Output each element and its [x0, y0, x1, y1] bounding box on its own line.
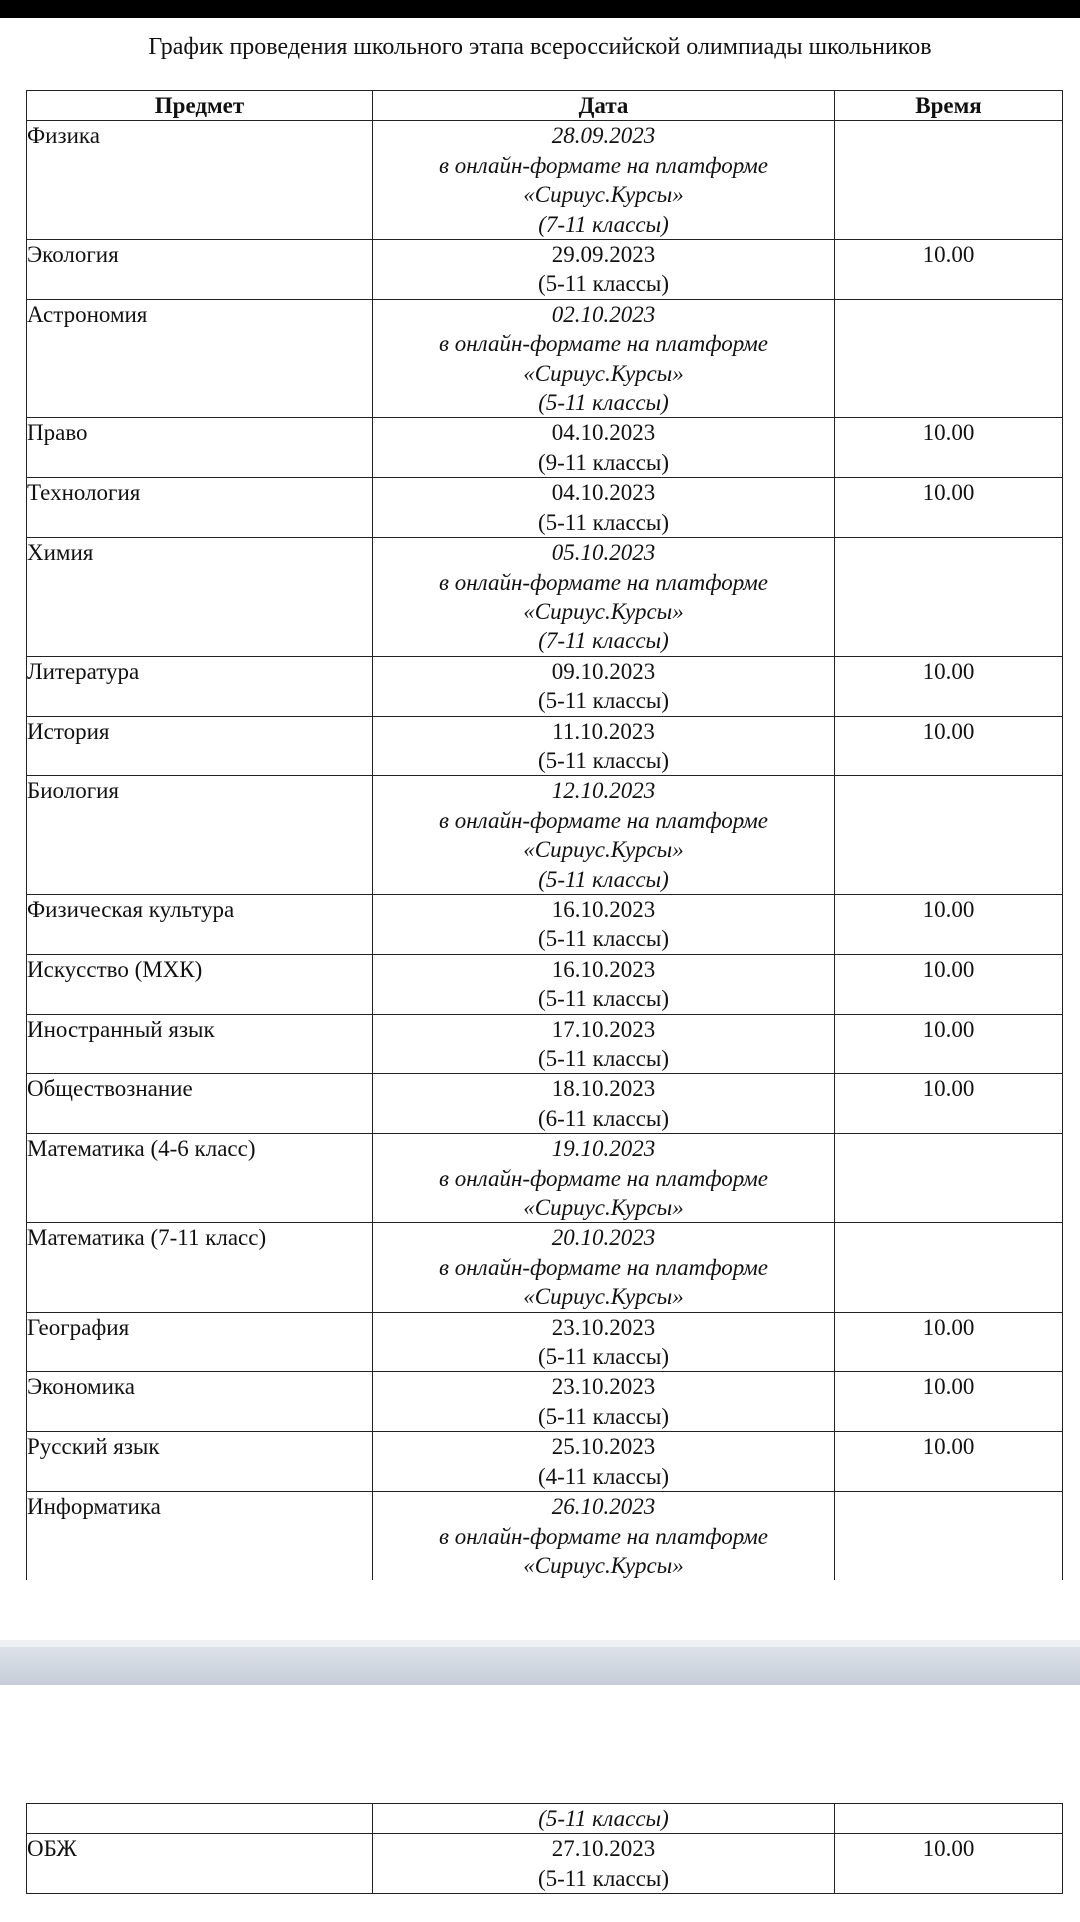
platform-name: «Сириус.Курсы» — [523, 598, 684, 624]
time-cell: 10.00 — [835, 1432, 1063, 1492]
table-row — [27, 240, 1063, 300]
subject-cell: ОБЖ — [27, 1834, 373, 1894]
date-value: 05.10.2023 — [551, 540, 656, 566]
subject-cell: Информатика — [27, 1492, 373, 1581]
time-cell — [835, 1134, 1063, 1223]
time-cell: 10.00 — [835, 1014, 1063, 1074]
online-note: в онлайн-формате на платформе — [439, 807, 768, 833]
grades-range: (7-11 классы) — [538, 211, 669, 237]
platform-name: «Сириус.Курсы» — [523, 182, 684, 208]
document-title: График проведения школьного этапа всероссийской олимпиады школьников — [148, 34, 932, 60]
date-value: 04.10.2023 — [551, 480, 656, 506]
subject-cell: Литература — [27, 656, 373, 716]
platform-name: «Сириус.Курсы» — [523, 1195, 684, 1221]
subject-cell: Экономика — [27, 1372, 373, 1432]
date-value: 11.10.2023 — [552, 718, 655, 744]
subject-cell: Химия — [27, 538, 373, 657]
date-cell — [373, 1372, 835, 1432]
date-cell — [373, 478, 835, 538]
date-cell — [373, 538, 835, 657]
subject-cell: История — [27, 716, 373, 776]
time-cell: 10.00 — [835, 656, 1063, 716]
subject-cell: Астрономия — [27, 299, 373, 418]
date-cell — [373, 299, 835, 418]
table-row — [27, 1372, 1063, 1432]
date-value: 16.10.2023 — [551, 956, 656, 982]
table-row — [27, 1804, 1063, 1834]
time-cell — [835, 299, 1063, 418]
date-cell — [373, 1834, 835, 1894]
grades-range: (5-11 классы) — [537, 986, 670, 1012]
subject-cell: Математика (7-11 класс) — [27, 1223, 373, 1312]
grades-range: (5-11 классы) — [537, 1344, 670, 1370]
grades-range: (5-11 классы) — [537, 1046, 670, 1071]
online-note: в онлайн-формате на платформе — [439, 331, 768, 357]
platform-name: «Сириус.Курсы» — [523, 837, 684, 863]
time-cell — [835, 538, 1063, 657]
date-value: 23.10.2023 — [551, 1374, 656, 1400]
table-row — [27, 776, 1063, 895]
top-status-bar — [0, 0, 1080, 18]
online-note: в онлайн-формате на платформе — [439, 1523, 768, 1549]
subject-cell — [27, 1804, 373, 1834]
time-cell: 10.00 — [835, 1312, 1063, 1372]
time-cell: 10.00 — [835, 716, 1063, 776]
date-cell — [373, 240, 835, 300]
platform-name: «Сириус.Курсы» — [523, 1552, 684, 1578]
header-time: Время — [835, 91, 1063, 121]
subject-cell: Иностранный язык — [27, 1014, 373, 1074]
page-gap — [0, 1640, 1080, 1647]
time-cell — [835, 1492, 1063, 1581]
header-date: Дата — [373, 91, 835, 121]
grades-range: (5-11 классы) — [538, 866, 669, 892]
table-row — [27, 1074, 1063, 1134]
table-row — [27, 299, 1063, 418]
subject-cell: Обществознание — [27, 1074, 373, 1134]
date-cell — [373, 954, 835, 1014]
online-note: в онлайн-формате на платформе — [439, 1254, 768, 1280]
date-cell — [373, 1134, 835, 1223]
time-cell: 10.00 — [835, 240, 1063, 300]
date-cell — [373, 716, 835, 776]
grades-range: (7-11 классы) — [538, 628, 669, 654]
table-row — [27, 418, 1063, 478]
time-cell: 10.00 — [835, 478, 1063, 538]
date-cell — [373, 1804, 835, 1834]
date-value: 23.10.2023 — [551, 1314, 656, 1340]
header-subject: Предмет — [27, 91, 373, 121]
table-row — [27, 1492, 1063, 1581]
subject-cell: Математика (4-6 класс) — [27, 1134, 373, 1223]
table-row — [27, 716, 1063, 776]
grades-range: (6-11 классы) — [537, 1105, 670, 1131]
time-cell: 10.00 — [835, 894, 1063, 954]
time-cell: 10.00 — [835, 1372, 1063, 1432]
schedule-table-continuation — [26, 1803, 1063, 1894]
date-value: 09.10.2023 — [551, 658, 656, 684]
date-cell — [373, 1492, 835, 1581]
online-note: в онлайн-формате на платформе — [439, 1165, 768, 1191]
table-row — [27, 478, 1063, 538]
date-value: 19.10.2023 — [551, 1136, 656, 1162]
table-row — [27, 538, 1063, 657]
grades-range: (9-11 классы) — [537, 449, 670, 475]
date-value: 27.10.2023 — [551, 1836, 656, 1862]
date-cell — [373, 1312, 835, 1372]
page-break-separator — [0, 1647, 1080, 1685]
subject-cell: Экология — [27, 240, 373, 300]
time-cell — [835, 121, 1063, 240]
time-cell: 10.00 — [835, 954, 1063, 1014]
date-value: 16.10.2023 — [551, 896, 656, 922]
subject-cell: Биология — [27, 776, 373, 895]
grades-range: (5-11 классы) — [537, 1403, 670, 1429]
time-cell: 10.00 — [835, 1834, 1063, 1894]
subject-cell: Физика — [27, 121, 373, 240]
table-row — [27, 1834, 1063, 1894]
date-value: 02.10.2023 — [551, 301, 656, 327]
table-row — [27, 1134, 1063, 1223]
time-cell — [835, 1804, 1063, 1834]
table-row — [27, 1312, 1063, 1372]
grades-range: (5-11 классы) — [537, 509, 670, 535]
time-cell: 10.00 — [835, 1074, 1063, 1134]
table-row — [27, 954, 1063, 1014]
platform-name: «Сириус.Курсы» — [523, 1284, 684, 1310]
grades-range: (4-11 классы) — [537, 1463, 670, 1489]
date-cell — [373, 418, 835, 478]
grades-range: (5-11 классы) — [537, 747, 670, 773]
date-cell — [373, 894, 835, 954]
schedule-table — [26, 90, 1063, 1580]
grades-range: (5-11 классы) — [538, 1806, 669, 1831]
subject-cell: География — [27, 1312, 373, 1372]
time-cell — [835, 1223, 1063, 1312]
date-cell — [373, 656, 835, 716]
subject-cell: Физическая культура — [27, 894, 373, 954]
date-value: 12.10.2023 — [551, 778, 656, 804]
date-value: 04.10.2023 — [551, 420, 656, 446]
date-value: 25.10.2023 — [551, 1434, 656, 1460]
date-cell — [373, 1074, 835, 1134]
grades-range: (5-11 классы) — [537, 1865, 670, 1891]
table-row — [27, 1014, 1063, 1074]
date-cell — [373, 776, 835, 895]
date-value: 26.10.2023 — [551, 1494, 656, 1520]
grades-range: (5-11 классы) — [537, 688, 670, 714]
table-header-row — [27, 91, 1063, 121]
platform-name: «Сириус.Курсы» — [523, 360, 684, 386]
table-row — [27, 1432, 1063, 1492]
table-row — [27, 894, 1063, 954]
table-row — [27, 121, 1063, 240]
date-cell — [373, 1432, 835, 1492]
date-cell — [373, 1223, 835, 1312]
subject-cell: Русский язык — [27, 1432, 373, 1492]
date-value: 18.10.2023 — [551, 1076, 656, 1102]
grades-range: (5-11 классы) — [537, 271, 670, 297]
table-row — [27, 1223, 1063, 1312]
date-value: 17.10.2023 — [551, 1016, 656, 1042]
subject-cell: Право — [27, 418, 373, 478]
grades-range: (5-11 классы) — [538, 390, 669, 416]
grades-range: (5-11 классы) — [537, 926, 670, 952]
time-cell — [835, 776, 1063, 895]
online-note: в онлайн-формате на платформе — [439, 152, 768, 178]
date-cell — [373, 1014, 835, 1074]
date-value: 28.09.2023 — [551, 123, 656, 149]
table-row — [27, 656, 1063, 716]
subject-cell: Технология — [27, 478, 373, 538]
subject-cell: Искусство (МХК) — [27, 954, 373, 1014]
time-cell: 10.00 — [835, 418, 1063, 478]
date-value: 20.10.2023 — [551, 1225, 656, 1251]
date-value: 29.09.2023 — [551, 242, 656, 268]
date-cell — [373, 121, 835, 240]
online-note: в онлайн-формате на платформе — [439, 569, 768, 595]
